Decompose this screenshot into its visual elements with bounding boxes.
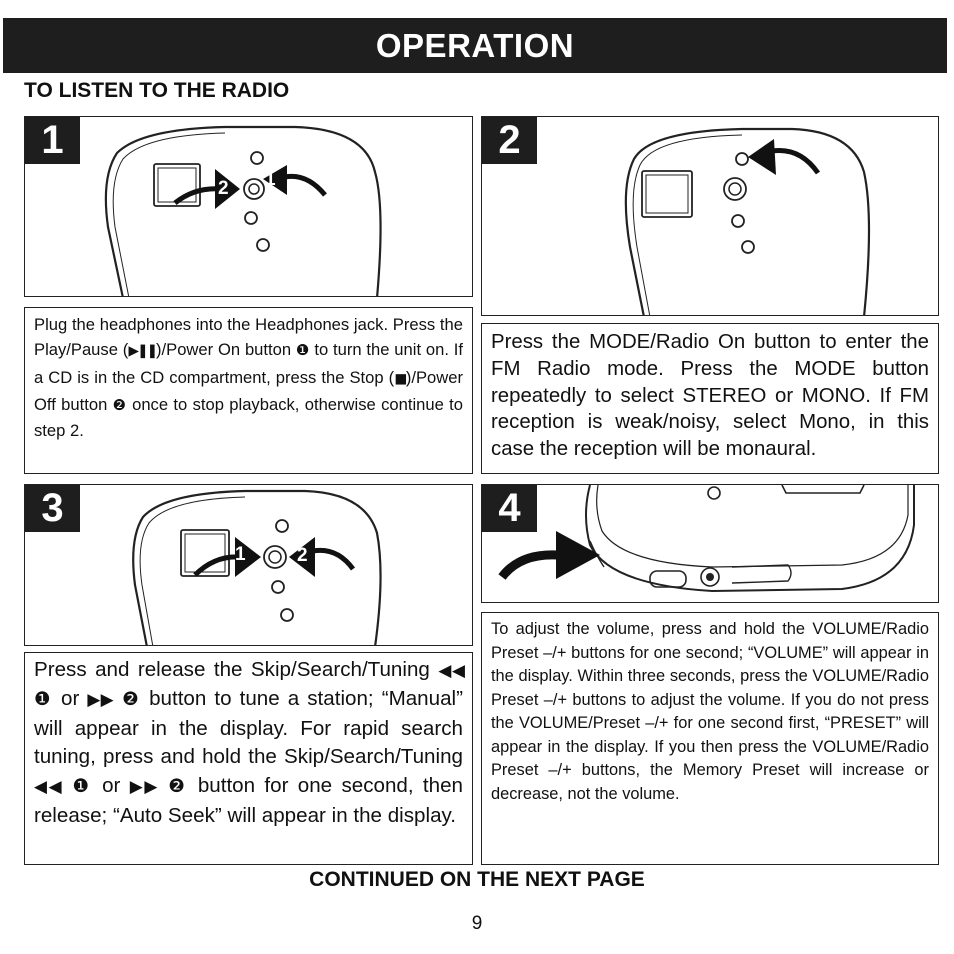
step-3-player-illustration: [25, 485, 473, 646]
continued-note: CONTINUED ON THE NEXT PAGE: [309, 868, 645, 891]
step-2-badge: 2: [482, 117, 537, 164]
step-2-player-illustration: [482, 117, 939, 316]
callout-ref-2: ❷: [112, 395, 127, 414]
skip-forward-icon: ▶▶: [87, 688, 114, 709]
callout-ref-2: ❷: [168, 776, 189, 798]
step-1-badge: 1: [25, 117, 80, 164]
step-4-badge: 4: [482, 485, 537, 532]
skip-back-icon: ◀◀: [438, 660, 463, 680]
callout-ref-1: ❶: [72, 776, 93, 798]
step-3-illustration-panel: [24, 484, 473, 646]
step-3-instructions: Press and release the Skip/Search/Tuning ◀◀ ❶ or ▶▶ ❷ button to tune a station; “Manual” will appear in the display. For rapid search tuning, press and hold the Skip/Search/Tuning ◀◀ ❶ or ▶▶ ❷ button for one second, then release; “Auto Seek” will appear in the display.: [24, 652, 473, 865]
callout-ref-1: ❶: [295, 341, 310, 360]
step-4-player-side-illustration: [482, 485, 939, 603]
callout-ref-1: ❶: [34, 688, 53, 710]
step-2-illustration-panel: [481, 116, 939, 316]
step-3-badge: 3: [25, 485, 80, 532]
step-1-callout-2: 2: [218, 178, 229, 199]
play-pause-icon: ▶❚❚: [128, 343, 156, 360]
step-1-instructions: Plug the headphones into the Headphones jack. Press the Play/Pause (▶❚❚)/Power On button ❶ to turn the unit on. If a CD is in the CD compartment, press the Stop (■)/Power Off button ❷ once to stop playback, otherwise continue to step 2.: [24, 307, 473, 474]
page-title: OPERATION: [375, 27, 575, 64]
step-1-illustration-panel: [24, 116, 473, 297]
section-title: TO LISTEN TO THE RADIO: [24, 79, 290, 102]
step-1-callout-1: 1: [265, 169, 276, 190]
step-4-illustration-panel: [481, 484, 939, 603]
step-3-callout-1: 1: [235, 544, 246, 565]
page-number: 9: [471, 913, 483, 934]
callout-ref-2: ❷: [122, 688, 142, 710]
step-4-instructions: To adjust the volume, press and hold the VOLUME/Radio Preset –/+ buttons for one second; “VOLUME” will appear in the display. Within three seconds, press the VOLUME/Radio Preset –/+ buttons to adjust the volume. If you do not press the VOLUME/Preset –/+ for one second first, “PRESET” will appear in the display. If you then press the VOLUME/Radio Preset –/+ buttons, the Memory Preset will increase or decrease, not the volume.: [481, 612, 939, 865]
skip-forward-icon: ▶▶: [129, 776, 159, 797]
page-header: [3, 18, 947, 73]
step-1-player-illustration: [25, 117, 473, 297]
step-3-callout-2: 2: [297, 545, 308, 566]
stop-icon: ■: [394, 370, 406, 387]
skip-back-icon: ◀◀: [34, 776, 64, 797]
step-2-instructions: Press the MODE/Radio On button to enter the FM Radio mode. Press the MODE button repeatedly to select STEREO or MONO. If FM reception is weak/noisy, select Mono, in this case the reception will be monaural.: [481, 323, 939, 474]
